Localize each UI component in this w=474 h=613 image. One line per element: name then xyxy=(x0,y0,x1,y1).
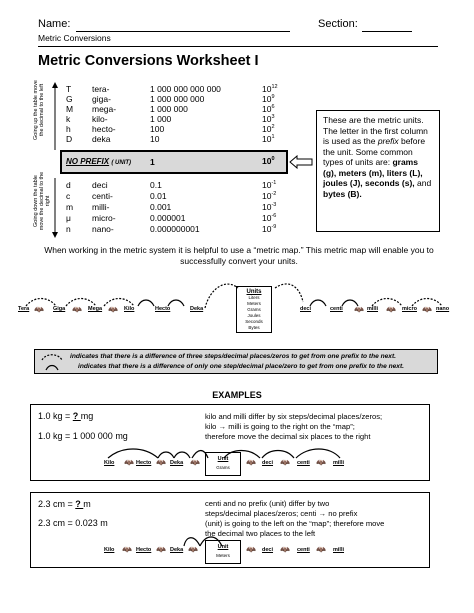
example-2-answer: 2.3 cm = 0.023 m xyxy=(38,518,108,528)
map-label: Deka xyxy=(170,460,184,466)
units-box-item: Bytes xyxy=(248,325,260,330)
map-label: nano xyxy=(436,306,450,312)
map-label: Kilo xyxy=(104,547,115,553)
prefix-row: k kilo- 1 000 $10^3$ xyxy=(66,114,275,124)
prefix-table-upper xyxy=(0,84,300,146)
map-label: Tera xyxy=(18,306,30,312)
map-intro-text: When working in the metric system it is helpful to use a “metric map.” This metric map will enable you to successfully convert your units. xyxy=(44,245,434,266)
solid-arc-icon xyxy=(40,361,64,371)
name-field-line[interactable] xyxy=(76,31,290,32)
map-label: Hecto xyxy=(136,547,152,553)
map-label: micro xyxy=(402,306,417,312)
bat-icon: 🦇 xyxy=(246,545,256,554)
prefix-row: c centi- 0.01 $10^{-2}$ xyxy=(66,191,277,201)
map-label: deci xyxy=(300,306,312,312)
info-box: These are the metric units. The letter in the first column is used as the prefix before the unit. Some common types of units are: grams (g), meters (m), liters (L), joules (J), seconds (s), and bytes (B). xyxy=(316,110,440,232)
prefix-row: d deci 0.1 $10^{-1}$ xyxy=(66,180,277,190)
legend-line-2: indicates that there is a difference of only one step/decimal place/zero to get from one prefix to the next. xyxy=(78,363,404,370)
page-title: Metric Conversions Worksheet I xyxy=(38,53,259,69)
prefix-row: m milli- 0.001 $10^{-3}$ xyxy=(66,202,277,212)
prefix-row: μ micro- 0.000001 $10^{-6}$ xyxy=(66,213,277,223)
map-label: Giga xyxy=(53,306,66,312)
legend-line-1: indicates that there is a difference of three steps/decimal places/zeros to get from one prefix to the next. xyxy=(70,353,396,360)
example-1-unit-box: Unit Grams xyxy=(205,452,241,476)
example-2-unit-box: Unit Meters xyxy=(205,540,241,564)
bat-icon: 🦇 xyxy=(280,545,290,554)
prefix-row: D deka 10 $10^1$ xyxy=(66,134,275,144)
map-label: centi xyxy=(297,460,310,466)
bat-icon: 🦇 xyxy=(72,305,82,314)
section-label: Section: xyxy=(318,18,358,30)
bat-icon: 🦇 xyxy=(124,458,134,467)
bat-icon: 🦇 xyxy=(386,305,396,314)
example-2-explanation: centi and no prefix (unit) differ by two steps/decimal places/zeros; centi → no prefix (unit) is going to the left on the “map”; therefore move the decimal two places to the left xyxy=(205,499,385,538)
example-1-explanation: kilo and milli differ by six steps/decimal places/zeros; kilo → milli is going to the right on the “map”; therefore move the decimal six places to the right xyxy=(205,412,383,441)
example-1-problem: 1.0 kg = ? mg xyxy=(38,411,94,421)
examples-title: EXAMPLES xyxy=(212,390,262,400)
map-label: Kilo xyxy=(124,306,135,312)
prefix-table-lower xyxy=(0,180,300,232)
example-2-problem: 2.3 cm = ? m xyxy=(38,499,91,509)
prefix-row: T tera- 1 000 000 000 000 $10^{12}$ xyxy=(66,84,278,94)
bat-icon: 🦇 xyxy=(316,545,326,554)
units-box-item: Liters xyxy=(248,295,260,300)
side-label-up: Going up the table move the decimal to the left xyxy=(33,80,45,140)
units-box-item: Joules xyxy=(247,313,261,318)
bat-icon: 🦇 xyxy=(156,545,166,554)
map-label: centi xyxy=(297,547,310,553)
bat-icon: 🦇 xyxy=(156,458,166,467)
prefix-row: n nano- 0.000000001 $10^{-9}$ xyxy=(66,224,277,234)
section-field-line[interactable] xyxy=(362,31,412,32)
units-box-title: Units xyxy=(246,289,262,295)
no-prefix-value: 1 xyxy=(150,157,155,167)
dashed-arc-icon xyxy=(40,351,64,361)
units-box xyxy=(236,286,272,333)
units-box-item: Meters xyxy=(247,301,261,306)
bat-icon: 🦇 xyxy=(246,458,256,467)
map-label: centi xyxy=(330,306,343,312)
bat-icon: 🦇 xyxy=(122,545,132,554)
map-label: milli xyxy=(333,547,345,553)
map-label: milli xyxy=(333,460,345,466)
side-label-down: Going down the table move the decimal to the right xyxy=(33,171,51,231)
units-box-item: Seconds xyxy=(245,319,263,324)
map-label: deci xyxy=(262,547,274,553)
map-label: Deka xyxy=(170,547,184,553)
map-label: deci xyxy=(262,460,274,466)
bat-icon: 🦇 xyxy=(422,305,432,314)
map-label: Kilo xyxy=(104,460,115,466)
no-prefix-label: NO PREFIX ( UNIT) xyxy=(66,157,132,166)
prefix-row: G giga- 1 000 000 000 $10^9$ xyxy=(66,94,275,104)
map-label: Mega xyxy=(88,306,103,312)
no-prefix-power: $10^0$ xyxy=(262,156,275,166)
bat-icon: 🦇 xyxy=(34,305,44,314)
bat-icon: 🦇 xyxy=(280,458,290,467)
prefix-row: h hecto- 100 $10^2$ xyxy=(66,124,275,134)
bat-icon: 🦇 xyxy=(354,305,364,314)
hollow-left-arrow-icon xyxy=(289,155,313,169)
bat-icon: 🦇 xyxy=(108,305,118,314)
bat-icon: 🦇 xyxy=(188,545,198,554)
units-box-item: Grams xyxy=(247,307,261,312)
header-subtitle: Metric Conversions xyxy=(38,33,111,43)
name-label: Name: xyxy=(38,18,71,30)
map-label: milli xyxy=(367,306,379,312)
map-label: Hecto xyxy=(136,460,152,466)
header-rule xyxy=(38,46,438,47)
map-label: Deka xyxy=(190,306,204,312)
bat-icon: 🦇 xyxy=(190,458,200,467)
example-1-answer: 1.0 kg = 1 000 000 mg xyxy=(38,431,128,441)
bat-icon: 🦇 xyxy=(316,458,326,467)
prefix-row: M mega- 1 000 000 $10^6$ xyxy=(66,104,275,114)
map-label: Hecto xyxy=(155,306,171,312)
